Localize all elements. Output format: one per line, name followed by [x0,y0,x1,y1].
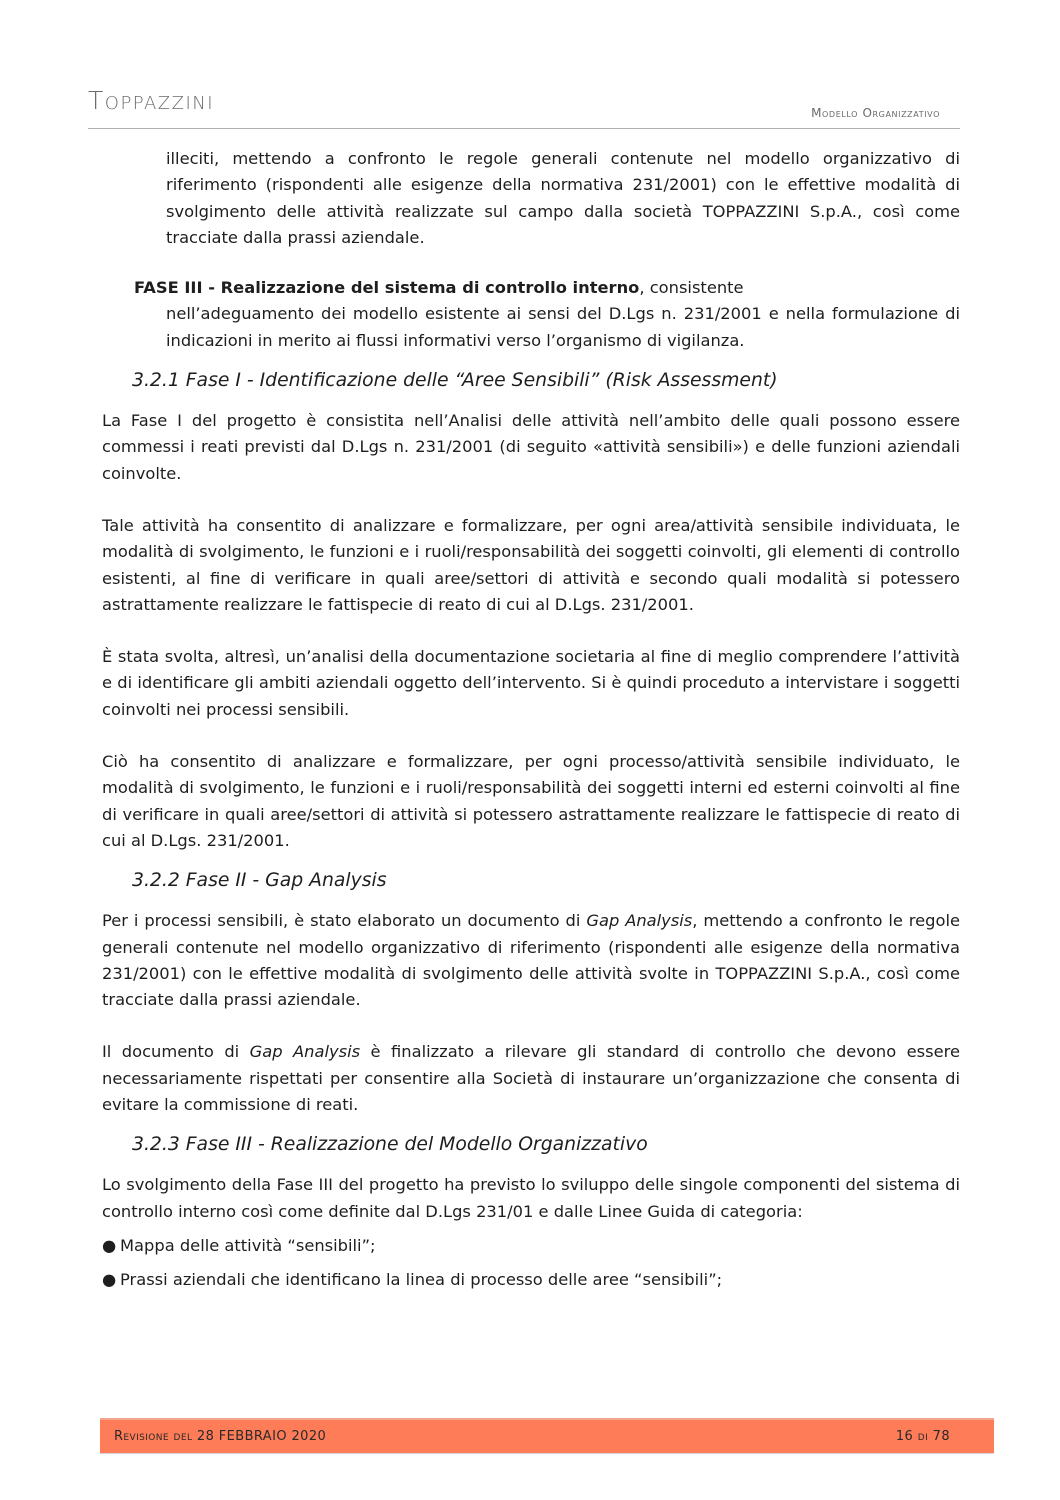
paragraph-4: Ciò ha consentito di analizzare e formalizzare, per ogni processo/attività sensibile individuato, le modalità di svolgimento, le funzioni e i ruoli/responsabilità dei soggetti interni ed esterni coinvolti al fine di verificare in quali aree/settori di attività si potessero astrattamente realizzare le fattispecie di reato di cui al D.Lgs. 231/2001. [102,752,960,850]
paragraph-5-a: Per i processi sensibili, è stato elaborato un documento di [102,911,587,931]
paragraph-5-b: , mettendo a confronto le regole generali contenute nel modello organizzativo di riferimento (rispondenti alle esigenze della normativa 231/2001) con le effettive modalità di svolgimento delle attività svolte in TOPPAZZINI S.p.A., così come tracciate dalla prassi aziendale. [102,911,960,1010]
bullet-icon: ● [102,1269,117,1289]
bullet-icon: ● [102,1235,117,1255]
bullet-text: Prassi aziendali che identificano la linea di processo delle aree “sensibili”; [120,1269,723,1289]
paragraph-5 [102,908,960,1013]
fase-iii-rest: nell’adeguamento dei modello esistente ai sensi del D.Lgs n. 231/2001 e nella formulazione di indicazioni in merito ai flussi informativi verso l’organismo di vigilanza. [166,304,960,350]
page-footer [100,1418,994,1454]
page-number: 16 di 78 [895,1429,950,1444]
section-heading-3-2-1: 3.2.1 Fase I - Identificazione delle “Aree Sensibili” (Risk Assessment) [132,370,778,392]
bullet-item [102,1233,960,1259]
fase-iii-label: FASE III - Realizzazione del sistema di controllo interno [134,278,640,298]
paragraph-6-emphasis: Gap Analysis [249,1042,361,1062]
bullet-item [102,1267,960,1293]
paragraph-3: È stata svolta, altresì, un’analisi della documentazione societaria al fine di meglio comprendere l’attività e di identificare gli ambiti aziendali oggetto dell’intervento. Si è quindi proceduto a intervistare i soggetti coinvolti nei processi sensibili. [102,647,960,719]
paragraph-7: Lo svolgimento della Fase III del progetto ha previsto lo sviluppo delle singole componenti del sistema di controllo interno così come definite dal D.Lgs 231/01 e dalle Linee Guida di categoria: [102,1175,960,1221]
section-heading-3-2-3: 3.2.3 Fase III - Realizzazione del Modello Organizzativo [132,1134,648,1156]
paragraph-6-b: è finalizzato a rilevare gli standard di controllo che devono essere necessariamente rispettati per consentire alla Società di instaurare un’organizzazione che consenta di evitare la commissione di reati. [102,1042,960,1115]
page-header [88,86,960,129]
revision-date: Revisione del 28 FEBBRAIO 2020 [114,1429,327,1444]
paragraph-1: La Fase I del progetto è consistita nell’Analisi delle attività nell’ambito delle quali possono essere commessi i reati previsti dal D.Lgs n. 231/2001 (di seguito «attività sensibili») e delle funzioni aziendali coinvolte. [102,411,960,483]
fase-iii-first: , consistente [639,278,744,298]
document-body [102,146,960,1293]
document-label: Modello Organizzativo [811,106,940,120]
bullet-text: Mappa delle attività “sensibili”; [120,1235,376,1255]
section-heading-3-2-2: 3.2.2 Fase II - Gap Analysis [132,870,387,892]
fase-iii-item [134,275,960,354]
paragraph-6 [102,1039,960,1118]
paragraph-continued: illeciti, mettendo a confronto le regole generali contenute nel modello organizzativo di riferimento (rispondenti alle esigenze della normativa 231/2001) con le effettive modalità di svolgimento delle attività realizzate sul campo dalla società TOPPAZZINI S.p.A., così come tracciate dalla prassi aziendale. [166,149,960,247]
paragraph-5-emphasis: Gap Analysis [586,911,693,931]
paragraph-6-a: Il documento di [102,1042,250,1062]
footer-divider [100,1453,994,1454]
company-brand: Toppazzini [88,86,215,115]
paragraph-2: Tale attività ha consentito di analizzare e formalizzare, per ogni area/attività sensibile individuata, le modalità di svolgimento, le funzioni e i ruoli/responsabilità dei soggetti coinvolti, gli elementi di controllo esistenti, al fine di verificare in quali aree/settori di attività e secondo quali modalità si potessero astrattamente realizzare le fattispecie di reato di cui al D.Lgs. 231/2001. [102,515,960,614]
